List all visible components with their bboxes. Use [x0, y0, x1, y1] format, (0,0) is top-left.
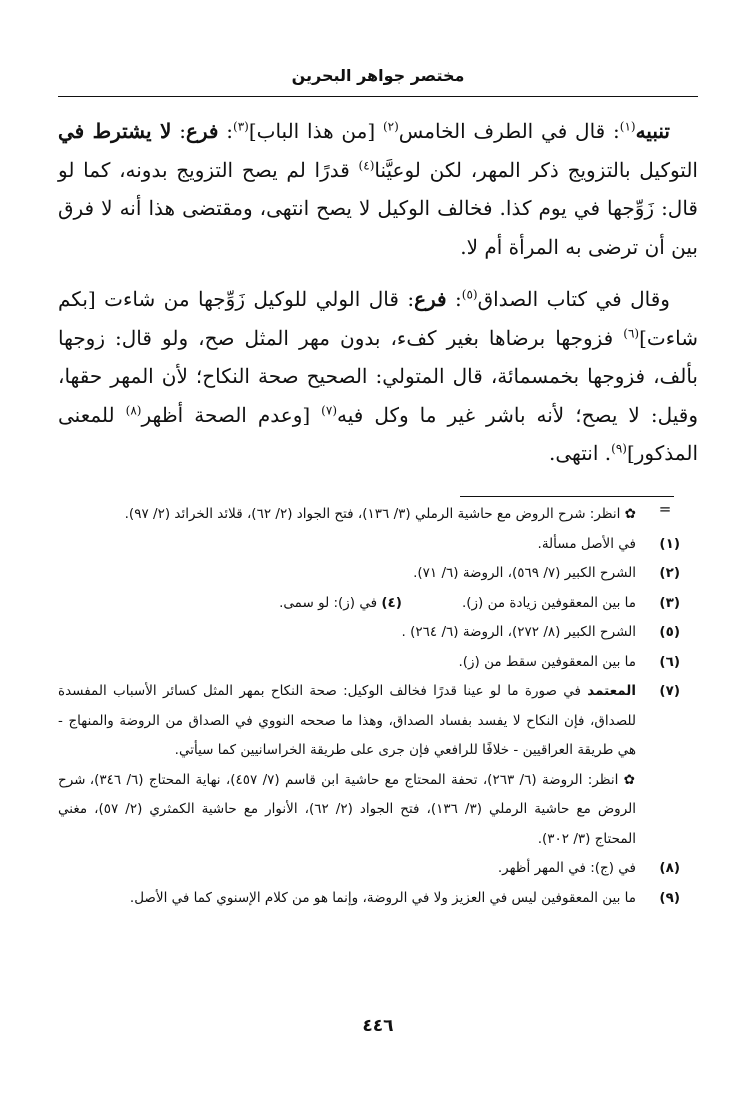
continuation-mark: = — [658, 500, 672, 518]
footnote-text: في صورة ما لو عينا قدرًا فخالف الوكيل: صحة النكاح بمهر المثل كسائر الأسباب المفسدة للصداق، فإن النكاح لا يفسد بفساد الصداق، وهذا ما صححه النووي في الصداق من الروضة والمنهاج - هي طريقة العراقيين - خلافًا للرافعي فإن جرى على طريقة الخراسانيين كما سيأتي. — [58, 683, 636, 758]
term-far: فرع — [414, 287, 447, 311]
footnote-ref-7: (٧) — [321, 402, 337, 417]
text-segment: للمعنى المذكور] — [58, 402, 698, 465]
footnote-6 — [58, 648, 680, 678]
text-segment: التوكيل بالتزويج ذكر المهر، لكن لوعيَّنا — [374, 157, 698, 182]
text-segment: : — [171, 119, 186, 143]
footnote-ref-8: (٨) — [125, 402, 142, 417]
footnote-text: ما بين المعقوفين ليس في العزيز ولا في الروضة، وإنما هو من كلام الإسنوي كما في الأصل. — [129, 889, 636, 906]
text-segment: [من هذا الباب] — [248, 119, 383, 143]
footnote-9 — [58, 884, 680, 914]
footnote-number: (٢) — [659, 565, 680, 581]
footnote-ref-6: (٦) — [623, 325, 640, 340]
running-title: مختصر جواهر البحرين — [291, 66, 465, 85]
footnote-ref-4: (٤) — [358, 157, 375, 172]
footnote-5 — [58, 618, 680, 648]
footnote-ref-9: (٩) — [611, 441, 627, 456]
text-segment: : — [218, 119, 233, 143]
footnote-ref-3: (٣) — [233, 119, 249, 134]
header-rule — [58, 96, 698, 97]
footnotes — [58, 500, 680, 913]
footnote-text: الشرح الكبير (٧/ ٥٦٩)، الروضة (٦/ ٧١). — [413, 565, 636, 581]
term-tanbih: تنبيه — [635, 119, 670, 143]
footnote-lead: المعتمد — [587, 683, 636, 699]
footnote-number: (٧) — [659, 683, 680, 699]
footnote-ref-1: (١) — [619, 119, 636, 134]
text-segment: : قال في الطرف الخامس — [398, 119, 620, 143]
footnote-1 — [58, 530, 680, 560]
footnote-number: (٨) — [659, 860, 680, 876]
footnote-ref-5: (٥) — [461, 287, 478, 302]
text-segment: . انتهى. — [549, 441, 612, 465]
footnote-number: (٩) — [659, 889, 680, 906]
footnote-number: (٣) — [659, 594, 680, 611]
paragraph-2 — [58, 280, 698, 473]
footnote-number: (٥) — [659, 624, 680, 640]
footnote-number: (١) — [659, 535, 680, 552]
text-segment: : — [446, 287, 462, 311]
paragraph-1 — [58, 112, 698, 266]
text-segment: : قال الولي للوكيل زَوِّجها من شاءت [بكم شاءت] — [58, 287, 698, 350]
main-text — [58, 112, 698, 473]
page-number: ٤٤٦ — [362, 1016, 394, 1036]
footnote-text: ما بين المعقوفين زيادة من (ز). — [461, 594, 636, 611]
text-segment: قدرًا لم يصح التزويج بدونه، كما لو قال: زَوِّجها في يوم كذا. فخالف الوكيل لا يصح انتهى، ومقتضى هذا أنه لا فرق بين أن ترضى به المرأة أم لا. — [58, 157, 698, 259]
footnote-text: ✿ انظر: الروضة (٦/ ٢٦٣)، تحفة المحتاج مع حاشية ابن قاسم (٧/ ٤٥٧)، نهاية المحتاج (٦/ ٣٤٦)، شرح الروض مع حاشية الرملي (٣/ ١٣٦)، فتح الجواد (٢/ ٦٢)، الأنوار مع حاشية الكمثري (٢/ ٥٧)، مغني المحتاج (٣/ ٣٠٢). — [58, 771, 637, 847]
footnote-separator — [460, 496, 674, 497]
term-rule: لا يشترط في — [58, 119, 172, 143]
footnote-ref-2: (٢) — [382, 119, 399, 134]
term-far: فرع — [185, 119, 219, 143]
footnote-2 — [58, 559, 680, 589]
footnote-number: (٤) — [381, 594, 402, 611]
footnote-continuation — [58, 500, 680, 530]
footnote-7-sources — [58, 766, 680, 855]
footnote-text: ما بين المعقوفين سقط من (ز). — [458, 653, 636, 670]
footnote-7 — [58, 677, 680, 766]
footnote-number: (٦) — [659, 653, 680, 670]
footnote-8 — [58, 854, 680, 884]
footnote-3-4 — [58, 589, 680, 619]
text-segment: فزوجها برضاها بغير كفء، بدون مهر المثل صح، ولو قال: زوجها بألف، فزوجها بخمسمائة، قال المتولي: الصحيح صحة النكاح؛ لأن المهر حقها، وقيل: لا يصح؛ لأنه باشر غير ما وكل فيه — [58, 325, 698, 427]
footnote-text: ✿ انظر: شرح الروض مع حاشية الرملي (٣/ ١٣٦)، فتح الجواد (٢/ ٦٢)، قلائد الخرائد (٢/ ٩٧). — [124, 506, 636, 522]
footnote-text: الشرح الكبير (٨/ ٢٧٢)، الروضة (٦/ ٢٦٤) . — [401, 624, 636, 640]
footnote-text: في الأصل مسألة. — [537, 535, 636, 552]
footnote-text: في (ج): في المهر أظهر. — [497, 860, 636, 876]
text-segment: وقال في كتاب الصداق — [477, 287, 670, 311]
footnote-text: في (ز): لو سمى. — [279, 594, 378, 611]
text-segment: [وعدم الصحة أظهر — [141, 402, 322, 427]
